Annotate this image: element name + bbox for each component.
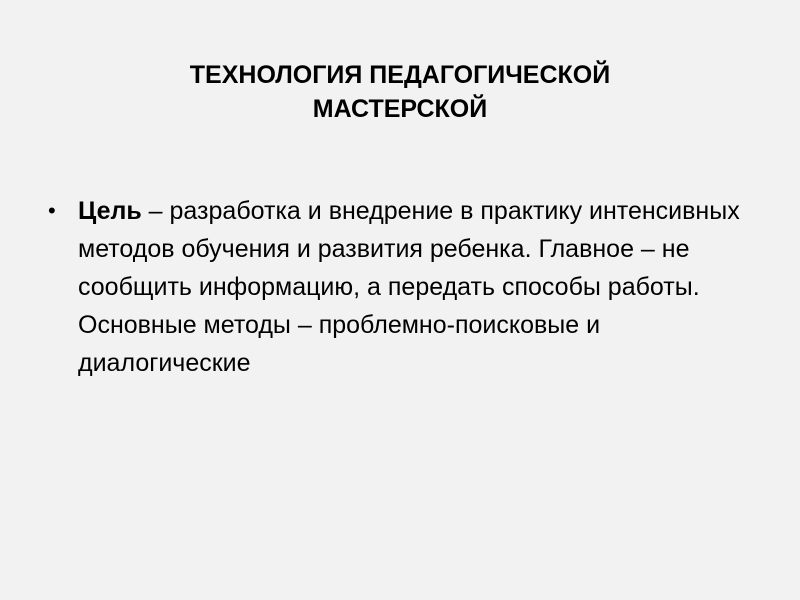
bullet-item	[48, 192, 748, 382]
bullet-dot-icon: •	[48, 198, 56, 223]
bullet-term: Цель	[78, 197, 142, 225]
bullet-description: – разработка и внедрение в практику интенсивных методов обучения и развития ребенка. Главное – не сообщить информацию, а передать способы работы. Основные методы – проблемно-поисковые и диалогические	[78, 197, 740, 377]
slide-title	[0, 58, 800, 126]
slide-body	[48, 192, 748, 382]
slide-title-line-1: ТЕХНОЛОГИЯ ПЕДАГОГИЧЕСКОЙ	[189, 61, 611, 89]
bullet-text	[78, 192, 748, 382]
slide-title-line-2: МАСТЕРСКОЙ	[312, 95, 488, 123]
